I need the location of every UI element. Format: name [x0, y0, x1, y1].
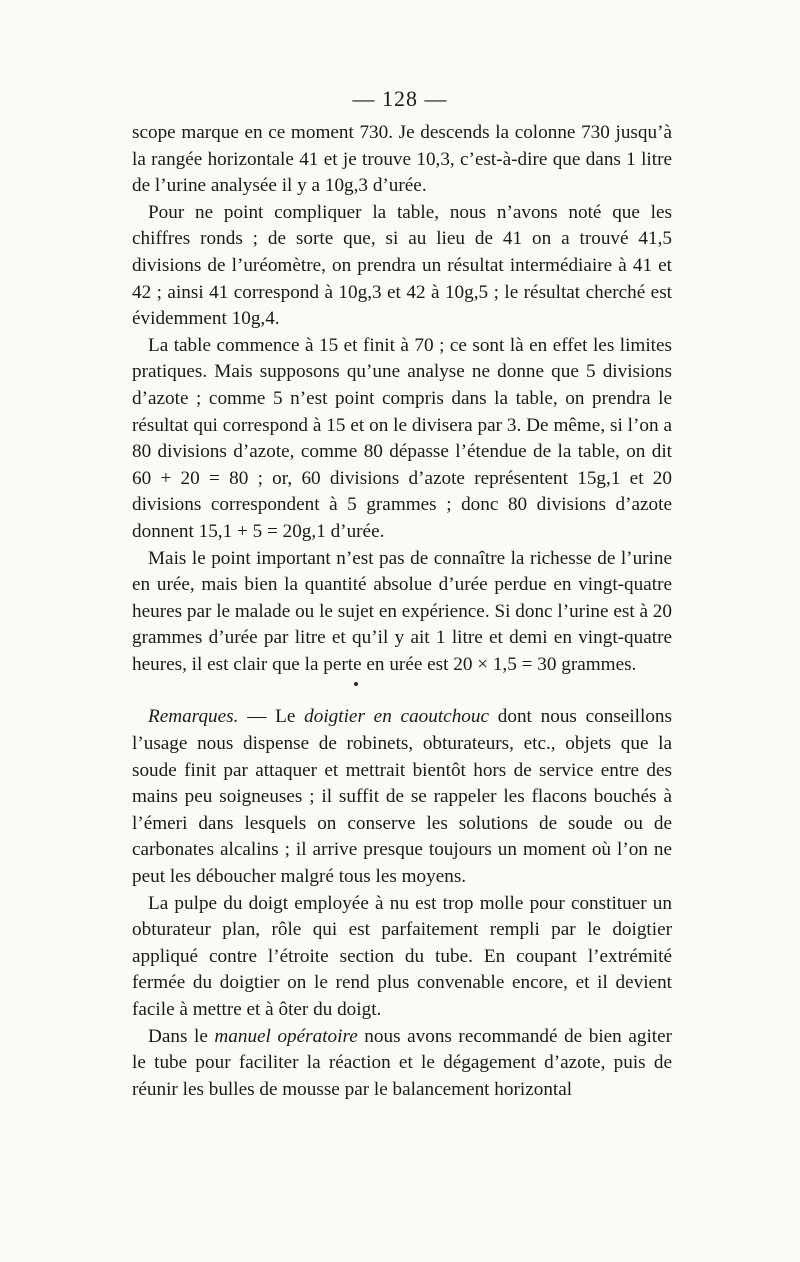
manuel-pre: Dans le	[148, 1025, 215, 1047]
paragraph-round-figures: Pour ne point compliquer la table, nous n’avons noté que les chiffres ronds ; de sorte que, si au lieu de 41 on a trouvé 41,5 divisions de l’uréomètre, on prendra un résultat intermédiaire à 41 et 42 ; ainsi 41 correspond à 10g,3 et 42 à 10g,5 ; le résultat cherché est évidemment 10g,4.	[132, 201, 672, 330]
paragraph-continuation: scope marque en ce moment 730. Je descends la colonne 730 jusqu’à la rangée horizontale 41 et je trouve 10,3, c’est-à-dire que dans 1 litre de l’urine analysée il y a 10g,3 d’urée.	[132, 122, 672, 197]
paragraph-manuel	[132, 1024, 672, 1104]
manuel-post: nous avons recommandé de bien agiter le tube pour faciliter la réaction et le dégagement d’azote, puis de réunir les bulles de mousse par le balancement horizontal	[132, 1025, 673, 1100]
page-number: — 128 —	[352, 86, 448, 111]
remarks-term-doigtier: doigtier en caoutchouc	[304, 706, 489, 728]
paragraph-table-limits: La table commence à 15 et finit à 70 ; ce sont là en effet les limites pratiques. Mais supposons qu’une analyse ne donne que 5 divisions d’azote ; comme 5 n’est point compris dans la table, on prendra le résultat qui correspond à 15 et on le divisera par 3. De même, si l’on a 80 divisions d’azote, comme 80 dépasse l’étendue de la table, on dit 60 + 20 = 80 ; or, 60 divisions d’azote représentent 15g,1 et 20 divisions correspondent à 5 grammes ; donc 80 divisions d’azote donnent 15,1 + 5 = 20g,1 d’urée.	[132, 334, 672, 542]
manuel-term: manuel opératoire	[214, 1025, 358, 1047]
section-separator	[132, 678, 672, 686]
remarks-dash: — Le	[238, 706, 305, 728]
remarks-paragraph	[132, 704, 672, 890]
paragraph-absolute-quantity: Mais le point important n’est pas de connaître la richesse de l’urine en urée, mais bien la quantité absolue d’urée perdue en vingt-quatre heures par le malade ou le sujet en expérience. Si donc l’urine est à 20 grammes d’urée par litre et qu’il y ait 1 litre et demi en vingt-quatre heures, il est clair que la perte en urée est 20 × 1,5 = 30 grammes.	[132, 547, 672, 675]
remarks-title: Remarques.	[148, 706, 239, 728]
page-body	[132, 120, 672, 1103]
remarks-text: dont nous conseillons l’usage nous dispense de robinets, obturateurs, etc., objets que la soude finit par attaquer et mettrait bientôt hors de service entre des mains peu soigneuses ; il suffit de se rappeler les flacons bouchés à l’émeri dans lesquels on conserve les solutions de soude ou de carbonates alcalins ; il arrive presque toujours un moment où l’on ne peut les déboucher malgré tous les moyens.	[132, 706, 672, 888]
separator-dot	[354, 682, 358, 686]
paragraph-pulpe: La pulpe du doigt employée à nu est trop molle pour constituer un obturateur plan, rôle qui est parfaitement rempli par le doigtier appliqué contre l’étroite section du tube. En coupant l’extrémité fermée du doigtier on le rend plus convenable encore, et il devient facile à mettre et à ôter du doigt.	[132, 892, 672, 1020]
